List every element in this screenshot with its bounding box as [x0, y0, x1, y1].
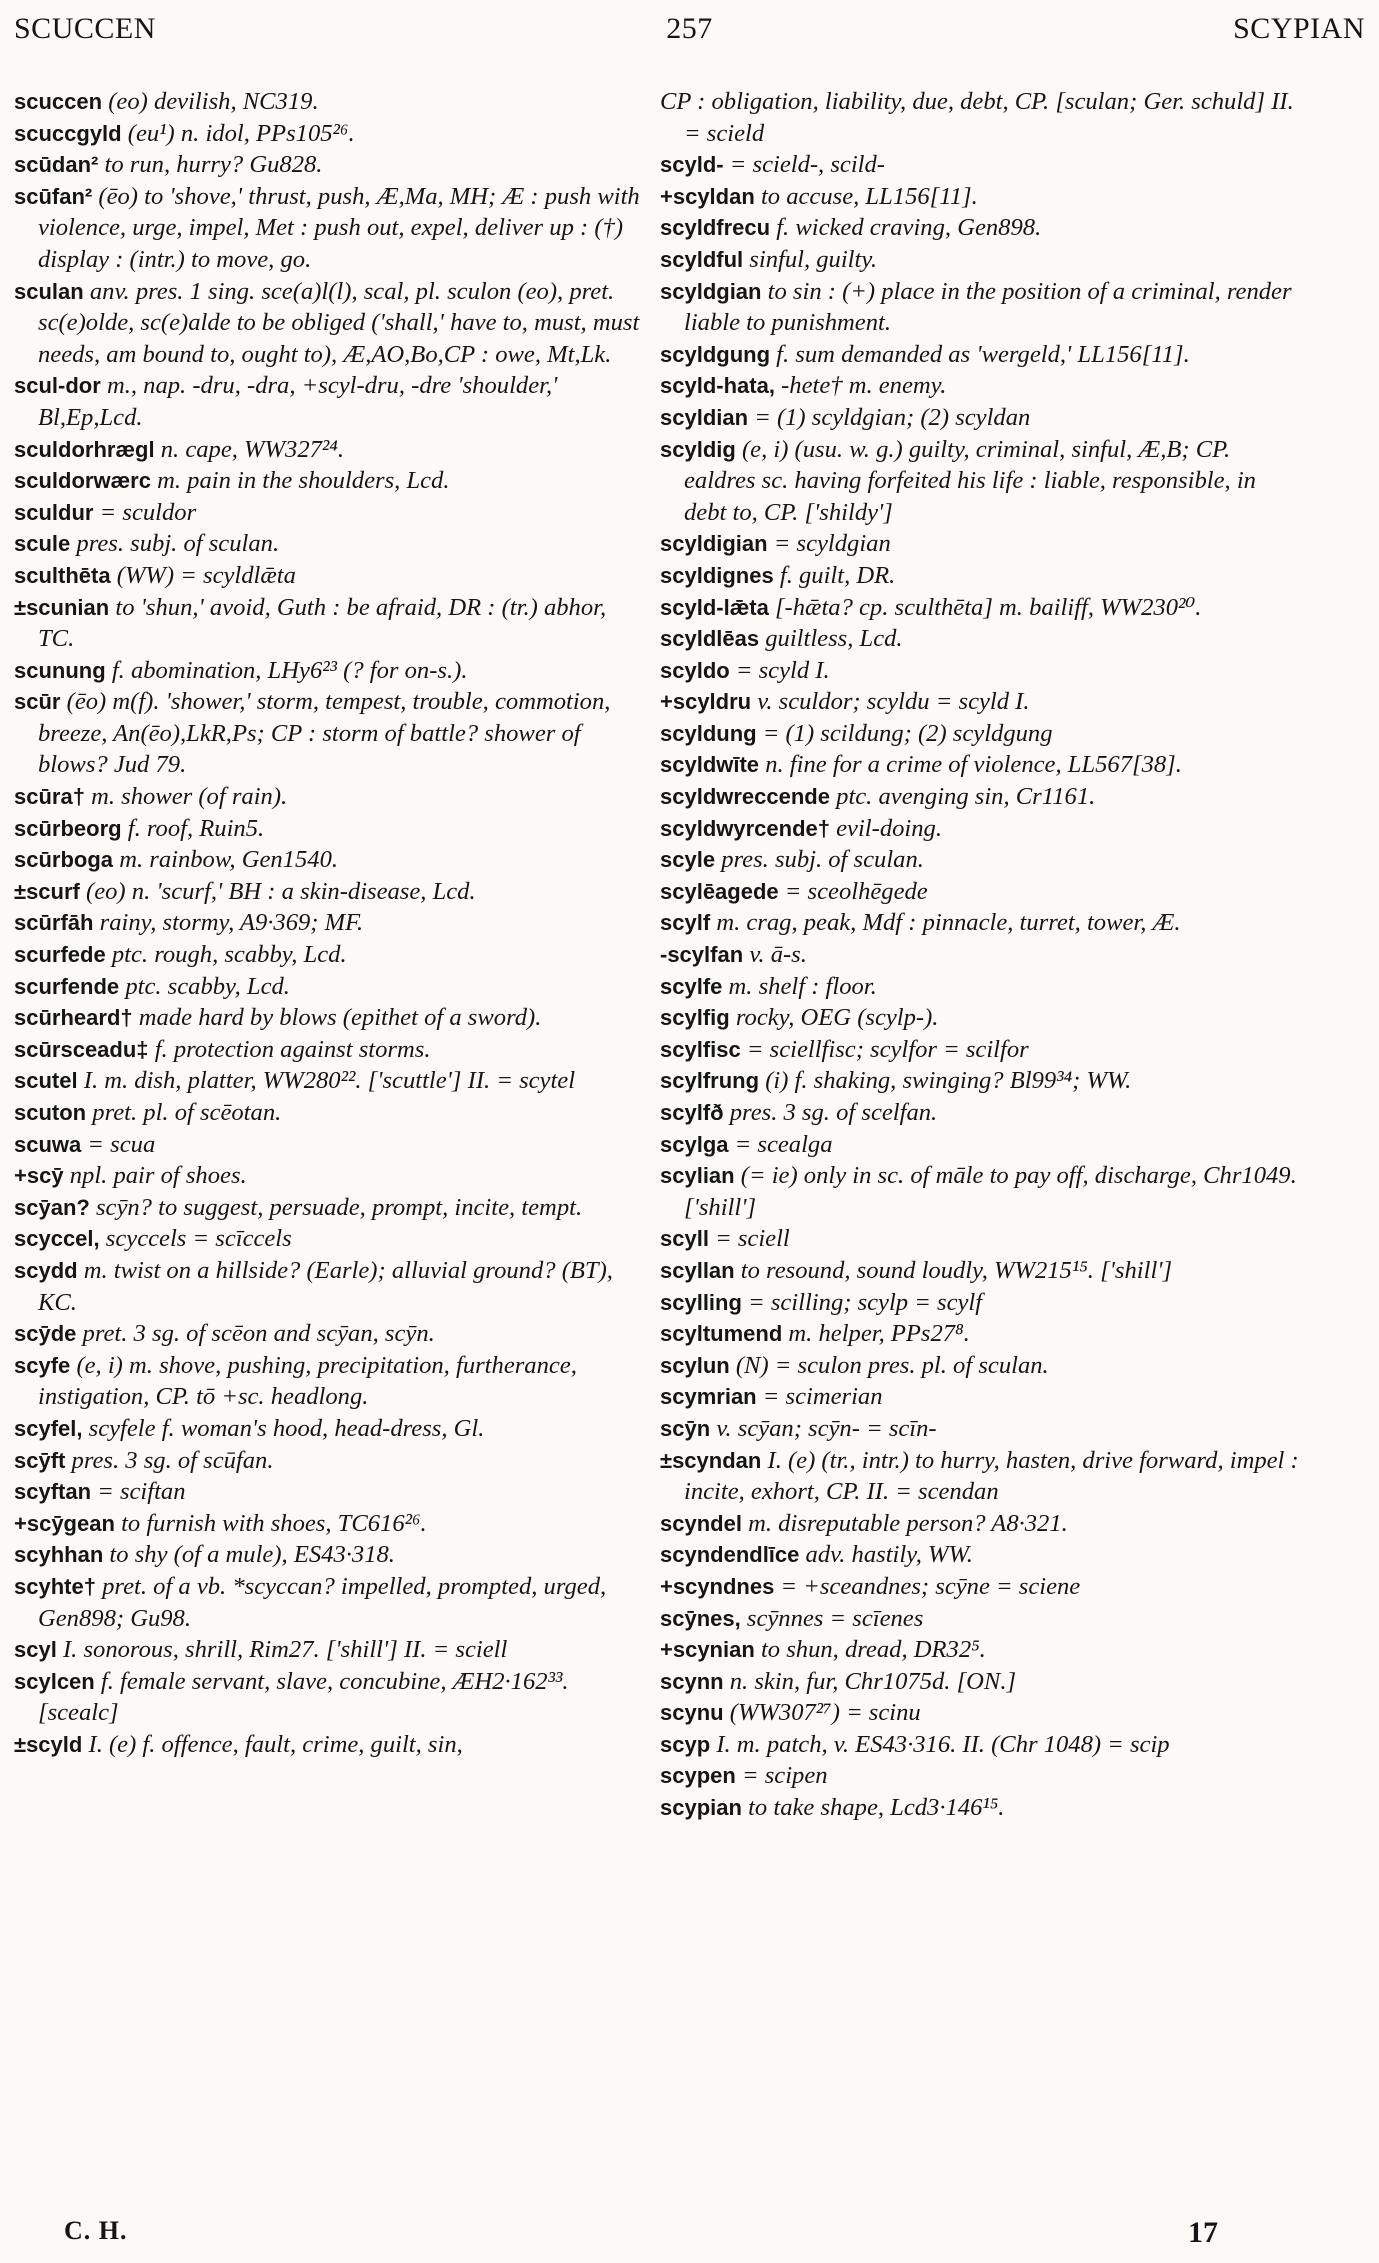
entry-definition: (ēo) to 'shove,' thrust, push, Æ,Ma, MH; Æ : push with violence, urge, impel, Met : push out, expel, deliver up : (†) display : (intr.) to move, go. [38, 182, 640, 273]
entry-headword: scūr [14, 689, 61, 715]
dictionary-entry [660, 781, 1300, 813]
entry-definition: (eu¹) n. idol, PPs105²⁶. [127, 119, 355, 147]
entry-definition: to furnish with shoes, TC616²⁶. [121, 1509, 427, 1537]
entry-headword: scȳnes, [660, 1605, 741, 1631]
entry-definition: f. abomination, LHy6²³ (? for on-s.). [111, 656, 468, 684]
entry-definition: m. pain in the shoulders, Lcd. [157, 467, 450, 495]
entry-headword: scutel [14, 1068, 78, 1094]
dictionary-entry [660, 1571, 1300, 1603]
entry-headword: scylfe [660, 973, 723, 999]
entry-definition: scȳnnes = scīenes [746, 1604, 924, 1632]
entry-definition: (WW) = scyldlǣta [116, 561, 296, 589]
dictionary-entry [660, 1760, 1300, 1792]
entry-headword: scyldfrecu [660, 215, 771, 241]
dictionary-entry [14, 876, 644, 908]
entry-definition: ptc. avenging sin, Cr1161. [836, 783, 1096, 811]
entry-headword: scyp [660, 1731, 711, 1757]
dictionary-entry [660, 655, 1300, 687]
dictionary-entry [14, 1445, 644, 1477]
entry-definition: pret. 3 sg. of scēon and scȳan, scȳn. [82, 1320, 435, 1348]
header-last-word: SCYPIAN [1233, 12, 1365, 45]
entry-definition: m. twist on a hillside? (Earle); alluvial ground? (BT), KC. [38, 1256, 613, 1316]
entry-headword: scyll [660, 1226, 709, 1252]
dictionary-entry [660, 1792, 1300, 1824]
dictionary-entry [14, 1318, 644, 1350]
left-column [14, 86, 644, 1760]
entry-headword: scyldgung [660, 341, 771, 367]
entry-headword: scyltumend [660, 1321, 783, 1347]
entry-definition: f. guilt, DR. [779, 561, 896, 589]
entry-headword: scylēagede [660, 878, 779, 904]
entry-headword: scūra† [14, 784, 85, 810]
dictionary-entry [14, 497, 644, 529]
entry-definition: m., nap. -dru, -dra, +scyl-dru, -dre 'shoulder,' Bl,Ep,Lcd. [38, 372, 558, 431]
entry-headword: scuwa [14, 1131, 82, 1157]
entry-definition: made hard by blows (epithet of a sword). [138, 1004, 542, 1032]
entry-headword: scynu [660, 1700, 724, 1726]
entry-headword: ±scunian [14, 594, 110, 620]
entry-headword: scylcen [14, 1668, 95, 1694]
dictionary-entry [14, 528, 644, 560]
entry-definition: = scyld I. [735, 656, 830, 684]
dictionary-entry [660, 1002, 1300, 1034]
dictionary-entry [660, 149, 1300, 181]
dictionary-entry [660, 1539, 1300, 1571]
entry-definition: n. fine for a crime of violence, LL567[38]. [765, 751, 1182, 779]
entry-headword: +scyldru [660, 689, 752, 715]
dictionary-entry [660, 402, 1300, 434]
entry-headword: scunung [14, 657, 106, 683]
entry-headword: scyldian [660, 404, 749, 430]
entry-headword: scyl [14, 1637, 57, 1663]
entry-headword: scūrboga [14, 847, 114, 873]
entry-headword: scyld-lǣta [660, 594, 769, 620]
entry-headword: scūrbeorg [14, 815, 122, 841]
dictionary-entry [660, 1255, 1300, 1287]
dictionary-entry [660, 244, 1300, 276]
dictionary-entry [14, 1255, 644, 1318]
dictionary-entry [14, 1413, 644, 1445]
entry-definition: m. rainbow, Gen1540. [119, 846, 339, 874]
entry-headword: scydd [14, 1257, 78, 1283]
entry-headword: scyndendlīce [660, 1542, 800, 1568]
entry-definition: = scipen [741, 1762, 828, 1790]
entry-definition: n. skin, fur, Chr1075d. [ON.] [729, 1667, 1017, 1695]
entry-definition: = scilling; scylp = scylf [748, 1288, 983, 1316]
entry-headword: scyldlēas [660, 626, 760, 652]
header-first-word: SCUCCEN [14, 12, 156, 45]
entry-headword: sculdorwærc [14, 468, 151, 494]
sheet-number: 17 [1188, 2216, 1218, 2249]
entry-headword: scylian [660, 1163, 735, 1189]
entry-definition: v. sculdor; scyldu = scyld I. [757, 688, 1030, 716]
dictionary-entry [14, 1539, 644, 1571]
entry-definition: v. ā-s. [749, 941, 807, 969]
dictionary-entry [14, 1666, 644, 1729]
entry-headword: scȳan? [14, 1194, 90, 1220]
entry-headword: scylfisc [660, 1036, 741, 1062]
dictionary-entry [660, 1223, 1300, 1255]
entry-headword: scyldignes [660, 562, 774, 588]
dictionary-entry [14, 1129, 644, 1161]
dictionary-entry [660, 86, 1300, 149]
entry-definition: I. (e) f. offence, fault, crime, guilt, sin, [88, 1730, 463, 1758]
entry-headword: scylga [660, 1131, 729, 1157]
entry-definition: (N) = sculon pres. pl. of sculan. [735, 1351, 1049, 1379]
dictionary-entry [14, 1350, 644, 1413]
entry-definition: = sculdor [99, 498, 197, 526]
dictionary-entry [14, 1508, 644, 1540]
entry-headword: scyhhan [14, 1542, 104, 1568]
dictionary-entry [660, 434, 1300, 529]
dictionary-entry [660, 971, 1300, 1003]
entry-headword: scul-dor [14, 373, 101, 399]
dictionary-entry [660, 1413, 1300, 1445]
dictionary-entry [14, 149, 644, 181]
entry-definition: (ēo) m(f). 'shower,' storm, tempest, trouble, commotion, breeze, An(ēo),LkR,Ps; CP : storm of battle? shower of blows? Jud 79. [38, 688, 611, 779]
entry-headword: sculdur [14, 499, 94, 525]
dictionary-entry [14, 370, 644, 433]
dictionary-entry [660, 276, 1300, 339]
entry-definition: (eo) devilish, NC319. [108, 88, 319, 115]
entry-definition: CP : obligation, liability, due, debt, CP. [sculan; Ger. schuld] II. = scield [660, 88, 1294, 147]
entry-definition: pres. 3 sg. of scūfan. [71, 1446, 274, 1474]
dictionary-entry [660, 1287, 1300, 1319]
dictionary-entry [14, 1002, 644, 1034]
entry-definition: guiltless, Lcd. [765, 625, 903, 653]
entry-headword: ±scyld [14, 1731, 83, 1757]
entry-headword: scuton [14, 1100, 87, 1125]
dictionary-entry [14, 560, 644, 592]
entry-definition: ptc. scabby, Lcd. [125, 972, 290, 1000]
dictionary-entry [14, 971, 644, 1003]
dictionary-entry [14, 1192, 644, 1224]
entry-definition: pret. of a vb. *scyccan? impelled, prompted, urged, Gen898; Gu98. [38, 1572, 607, 1632]
entry-headword: scymrian [660, 1384, 757, 1410]
dictionary-entry [14, 181, 644, 276]
entry-headword: scylun [660, 1352, 730, 1378]
entry-headword: +scyldan [660, 183, 755, 209]
entry-definition: scyccels = scīccels [105, 1225, 292, 1253]
entry-definition: (e, i) (usu. w. g.) guilty, criminal, sinful, Æ,B; CP. ealdres sc. having forfeited his life : liable, responsible, in debt to, CP. ['shildy'] [684, 435, 1256, 526]
entry-headword: scȳde [14, 1321, 77, 1347]
dictionary-entry [660, 1160, 1300, 1223]
dictionary-entry [660, 1350, 1300, 1382]
entry-definition: m. disreputable person? A8·321. [748, 1509, 1068, 1537]
dictionary-entry [14, 939, 644, 971]
dictionary-entry [660, 1318, 1300, 1350]
entry-definition: scȳn? to suggest, persuade, prompt, incite, tempt. [95, 1193, 583, 1221]
entry-headword: scyldwīte [660, 752, 760, 778]
entry-headword: scyccel, [14, 1226, 100, 1252]
dictionary-entry [14, 592, 644, 655]
dictionary-entry [660, 1508, 1300, 1540]
dictionary-entry [14, 1634, 644, 1666]
dictionary-entry [660, 1666, 1300, 1698]
entry-definition: (= ie) only in sc. of māle to pay off, discharge, Chr1049. ['shill'] [684, 1162, 1297, 1221]
entry-headword: scyldwyrcende† [660, 815, 830, 841]
entry-definition: to shun, dread, DR32⁵. [760, 1636, 986, 1664]
entry-definition: to accuse, LL156[11]. [760, 182, 978, 210]
entry-headword: -scylfan [660, 942, 744, 968]
dictionary-entry [14, 907, 644, 939]
dictionary-entry [660, 1034, 1300, 1066]
entry-headword: scypen [660, 1763, 736, 1789]
entry-headword: scylfrung [660, 1068, 760, 1094]
entry-definition: m. crag, peak, Mdf : pinnacle, turret, tower, Æ. [716, 909, 1181, 937]
dictionary-entry [660, 844, 1300, 876]
entry-definition: anv. pres. 1 sing. sce(a)l(l), scal, pl. sculon (eo), pret. sc(e)olde, sc(e)alde to be obliged ('shall,' have to, must, must needs, am bound to, ought to), Æ,AO,Bo,CP : owe, Mt,Lk. [38, 277, 640, 368]
entry-headword: scyldig [660, 436, 736, 462]
entry-definition: = (1) scildung; (2) scyldgung [762, 719, 1053, 747]
entry-headword: scȳn [660, 1415, 711, 1441]
entry-headword: scyld- [660, 152, 724, 178]
entry-definition: I. (e) (tr., intr.) to hurry, hasten, drive forward, impel : incite, exhort, CP. II. = scendan [684, 1446, 1299, 1506]
entry-headword: scūrsceadu‡ [14, 1036, 149, 1062]
dictionary-entry [660, 1445, 1300, 1508]
entry-definition: = scimerian [762, 1383, 883, 1411]
entry-headword: scyldgian [660, 278, 762, 304]
entry-headword: scylfig [660, 1005, 730, 1031]
entry-definition: pres. subj. of sculan. [721, 846, 924, 874]
dictionary-entry [14, 686, 644, 781]
entry-definition: (i) f. shaking, swinging? Bl99³⁴; WW. [765, 1067, 1132, 1095]
entry-headword: scyldung [660, 720, 757, 746]
dictionary-entry [660, 592, 1300, 624]
entry-definition: f. sum demanded as 'wergeld,' LL156[11]. [776, 340, 1190, 368]
entry-definition: (e, i) m. shove, pushing, precipitation, furtherance, instigation, CP. tō +sc. headlong. [38, 1351, 577, 1411]
entry-definition: f. female servant, slave, concubine, ÆH2·162³³. [scealc] [38, 1667, 569, 1727]
dictionary-entry [660, 718, 1300, 750]
dictionary-entry [14, 781, 644, 813]
entry-definition: to resound, sound loudly, WW215¹⁵. ['shill'] [740, 1256, 1173, 1284]
entry-headword: +scyndnes [660, 1573, 775, 1599]
entry-definition: adv. hastily, WW. [805, 1541, 973, 1569]
entry-definition: n. cape, WW327²⁴. [160, 435, 344, 463]
dictionary-entry [660, 749, 1300, 781]
dictionary-entry [660, 1697, 1300, 1729]
entry-headword: scurfede [14, 942, 106, 968]
entry-definition: f. protection against storms. [154, 1035, 431, 1063]
entry-definition: = sceolhēgede [784, 877, 928, 905]
entry-definition: (WW307²⁷) = scinu [729, 1699, 921, 1727]
entry-definition: [-hǣta? cp. sculthēta] m. bailiff, WW230²⁰. [774, 593, 1202, 621]
entry-definition: to sin : (+) place in the position of a criminal, render liable to punishment. [684, 277, 1292, 337]
entry-headword: scyfel, [14, 1415, 83, 1441]
entry-definition: m. helper, PPs27⁸. [788, 1320, 970, 1348]
entry-definition: ptc. rough, scabby, Lcd. [111, 941, 347, 969]
entry-headword: +scȳ [14, 1163, 64, 1189]
entry-headword: scyhte† [14, 1573, 96, 1599]
entry-definition: pres. 3 sg. of scelfan. [729, 1099, 938, 1126]
entry-definition: to take shape, Lcd3·146¹⁵. [748, 1794, 1005, 1822]
entry-definition: pres. subj. of sculan. [76, 530, 280, 558]
entry-definition: to run, hurry? Gu828. [104, 151, 323, 179]
entry-definition: m. shower (of rain). [91, 783, 288, 811]
dictionary-entry [14, 1065, 644, 1097]
entry-definition: evil-doing. [836, 814, 942, 842]
entry-definition: = sciellfisc; scylfor = scilfor [746, 1035, 1029, 1063]
entry-headword: +scȳgean [14, 1510, 115, 1536]
entry-definition: I. m. dish, platter, WW280²². ['scuttle'] II. = scytel [83, 1067, 576, 1095]
entry-headword: scyfe [14, 1352, 71, 1378]
entry-headword: scyldwreccende [660, 784, 830, 810]
entry-headword: scūfan² [14, 183, 93, 209]
entry-definition: rainy, stormy, A9·369; MF. [99, 909, 364, 937]
dictionary-entry [660, 876, 1300, 908]
dictionary-entry [14, 1729, 644, 1761]
entry-definition: I. sonorous, shrill, Rim27. ['shill'] II. = sciell [62, 1636, 508, 1664]
entry-headword: scyldful [660, 246, 744, 272]
entry-headword: ±scyndan [660, 1447, 762, 1473]
entry-definition: v. scȳan; scȳn- = scīn- [716, 1414, 937, 1442]
dictionary-entry [660, 939, 1300, 971]
entry-headword: ±scurf [14, 878, 80, 904]
dictionary-entry [660, 528, 1300, 560]
entry-headword: sculthēta [14, 562, 111, 588]
entry-definition: = +sceandnes; scȳne = sciene [780, 1572, 1081, 1600]
entry-headword: scȳft [14, 1447, 66, 1473]
dictionary-entry [14, 1223, 644, 1255]
entry-headword: sculan [14, 278, 84, 304]
entry-definition: npl. pair of shoes. [69, 1162, 247, 1190]
entry-definition: -hete† m. enemy. [781, 372, 947, 400]
entry-headword: scūrheard† [14, 1005, 133, 1031]
entry-headword: scyldo [660, 657, 730, 683]
entry-definition: = sciell [715, 1225, 790, 1253]
entry-headword: scylf [660, 910, 711, 936]
entry-definition: = scield-, scild- [729, 151, 885, 179]
entry-headword: +scynian [660, 1637, 755, 1663]
entry-definition: to shy (of a mule), ES43·318. [109, 1541, 395, 1569]
entry-headword: scyle [660, 847, 716, 873]
dictionary-entry [14, 1160, 644, 1192]
dictionary-entry [660, 181, 1300, 213]
entry-definition: I. m. patch, v. ES43·316. II. (Chr 1048) = scip [716, 1730, 1170, 1758]
dictionary-entry [14, 118, 644, 150]
dictionary-entry [660, 813, 1300, 845]
dictionary-entry [14, 465, 644, 497]
entry-definition: = scealga [734, 1130, 833, 1158]
entry-definition: rocky, OEG (scylp-). [735, 1004, 939, 1032]
entry-headword: scyftan [14, 1479, 92, 1505]
entry-headword: scypian [660, 1795, 742, 1821]
dictionary-entry [660, 1065, 1300, 1097]
dictionary-entry [660, 1097, 1300, 1129]
entry-definition: m. shelf : floor. [728, 972, 877, 1000]
dictionary-entry [660, 1603, 1300, 1635]
entry-definition: = sciftan [97, 1478, 186, 1506]
entry-headword: scule [14, 531, 71, 557]
dictionary-entry [660, 686, 1300, 718]
running-header [14, 12, 1365, 56]
dictionary-entry [660, 907, 1300, 939]
dictionary-entry [14, 434, 644, 466]
signature-mark: C. H. [64, 2216, 128, 2245]
entry-headword: scyndel [660, 1510, 742, 1536]
dictionary-entry [14, 844, 644, 876]
entry-headword: scylfð [660, 1100, 724, 1125]
dictionary-entry [14, 1571, 644, 1634]
entry-headword: scūdan² [14, 152, 99, 178]
entry-definition: pret. pl. of scēotan. [92, 1099, 282, 1126]
dictionary-entry [14, 1476, 644, 1508]
entry-definition: = scyldgian [773, 530, 891, 558]
dictionary-entry [14, 276, 644, 371]
dictionary-entry [660, 560, 1300, 592]
entry-headword: scūrfāh [14, 910, 94, 936]
dictionary-entry [14, 86, 644, 118]
dictionary-entry [14, 655, 644, 687]
entry-definition: scyfele f. woman's hood, head-dress, Gl. [88, 1414, 485, 1442]
dictionary-entry [14, 813, 644, 845]
dictionary-entry [660, 370, 1300, 402]
entry-definition: = scua [87, 1130, 156, 1158]
entry-headword: scyld-hata, [660, 373, 775, 399]
dictionary-entry [660, 1634, 1300, 1666]
dictionary-entry [660, 1729, 1300, 1761]
entry-definition: to 'shun,' avoid, Guth : be afraid, DR : (tr.) abhor, TC. [38, 593, 607, 653]
dictionary-entry [14, 1097, 644, 1129]
right-column [660, 86, 1300, 1824]
dictionary-entry [14, 1034, 644, 1066]
entry-headword: scyllan [660, 1257, 735, 1283]
dictionary-entry [660, 623, 1300, 655]
dictionary-entry [660, 1129, 1300, 1161]
entry-definition: f. wicked craving, Gen898. [776, 214, 1042, 242]
entry-headword: scurfende [14, 973, 120, 999]
entry-definition: (eo) n. 'scurf,' BH : a skin-disease, Lcd. [86, 877, 476, 905]
entry-definition: sinful, guilty. [749, 245, 878, 273]
entry-headword: scuccen [14, 89, 103, 114]
entry-headword: sculdorhrægl [14, 436, 155, 462]
entry-definition: = (1) scyldgian; (2) scyldan [754, 403, 1031, 431]
dictionary-entry [660, 339, 1300, 371]
entry-definition: f. roof, Ruin5. [127, 814, 265, 842]
entry-headword: scynn [660, 1668, 724, 1694]
dictionary-entry [660, 1381, 1300, 1413]
entry-headword: scylling [660, 1289, 742, 1315]
page-number: 257 [666, 12, 713, 45]
dictionary-entry [660, 212, 1300, 244]
entry-headword: scuccgyld [14, 120, 122, 146]
entry-headword: scyldigian [660, 531, 768, 557]
